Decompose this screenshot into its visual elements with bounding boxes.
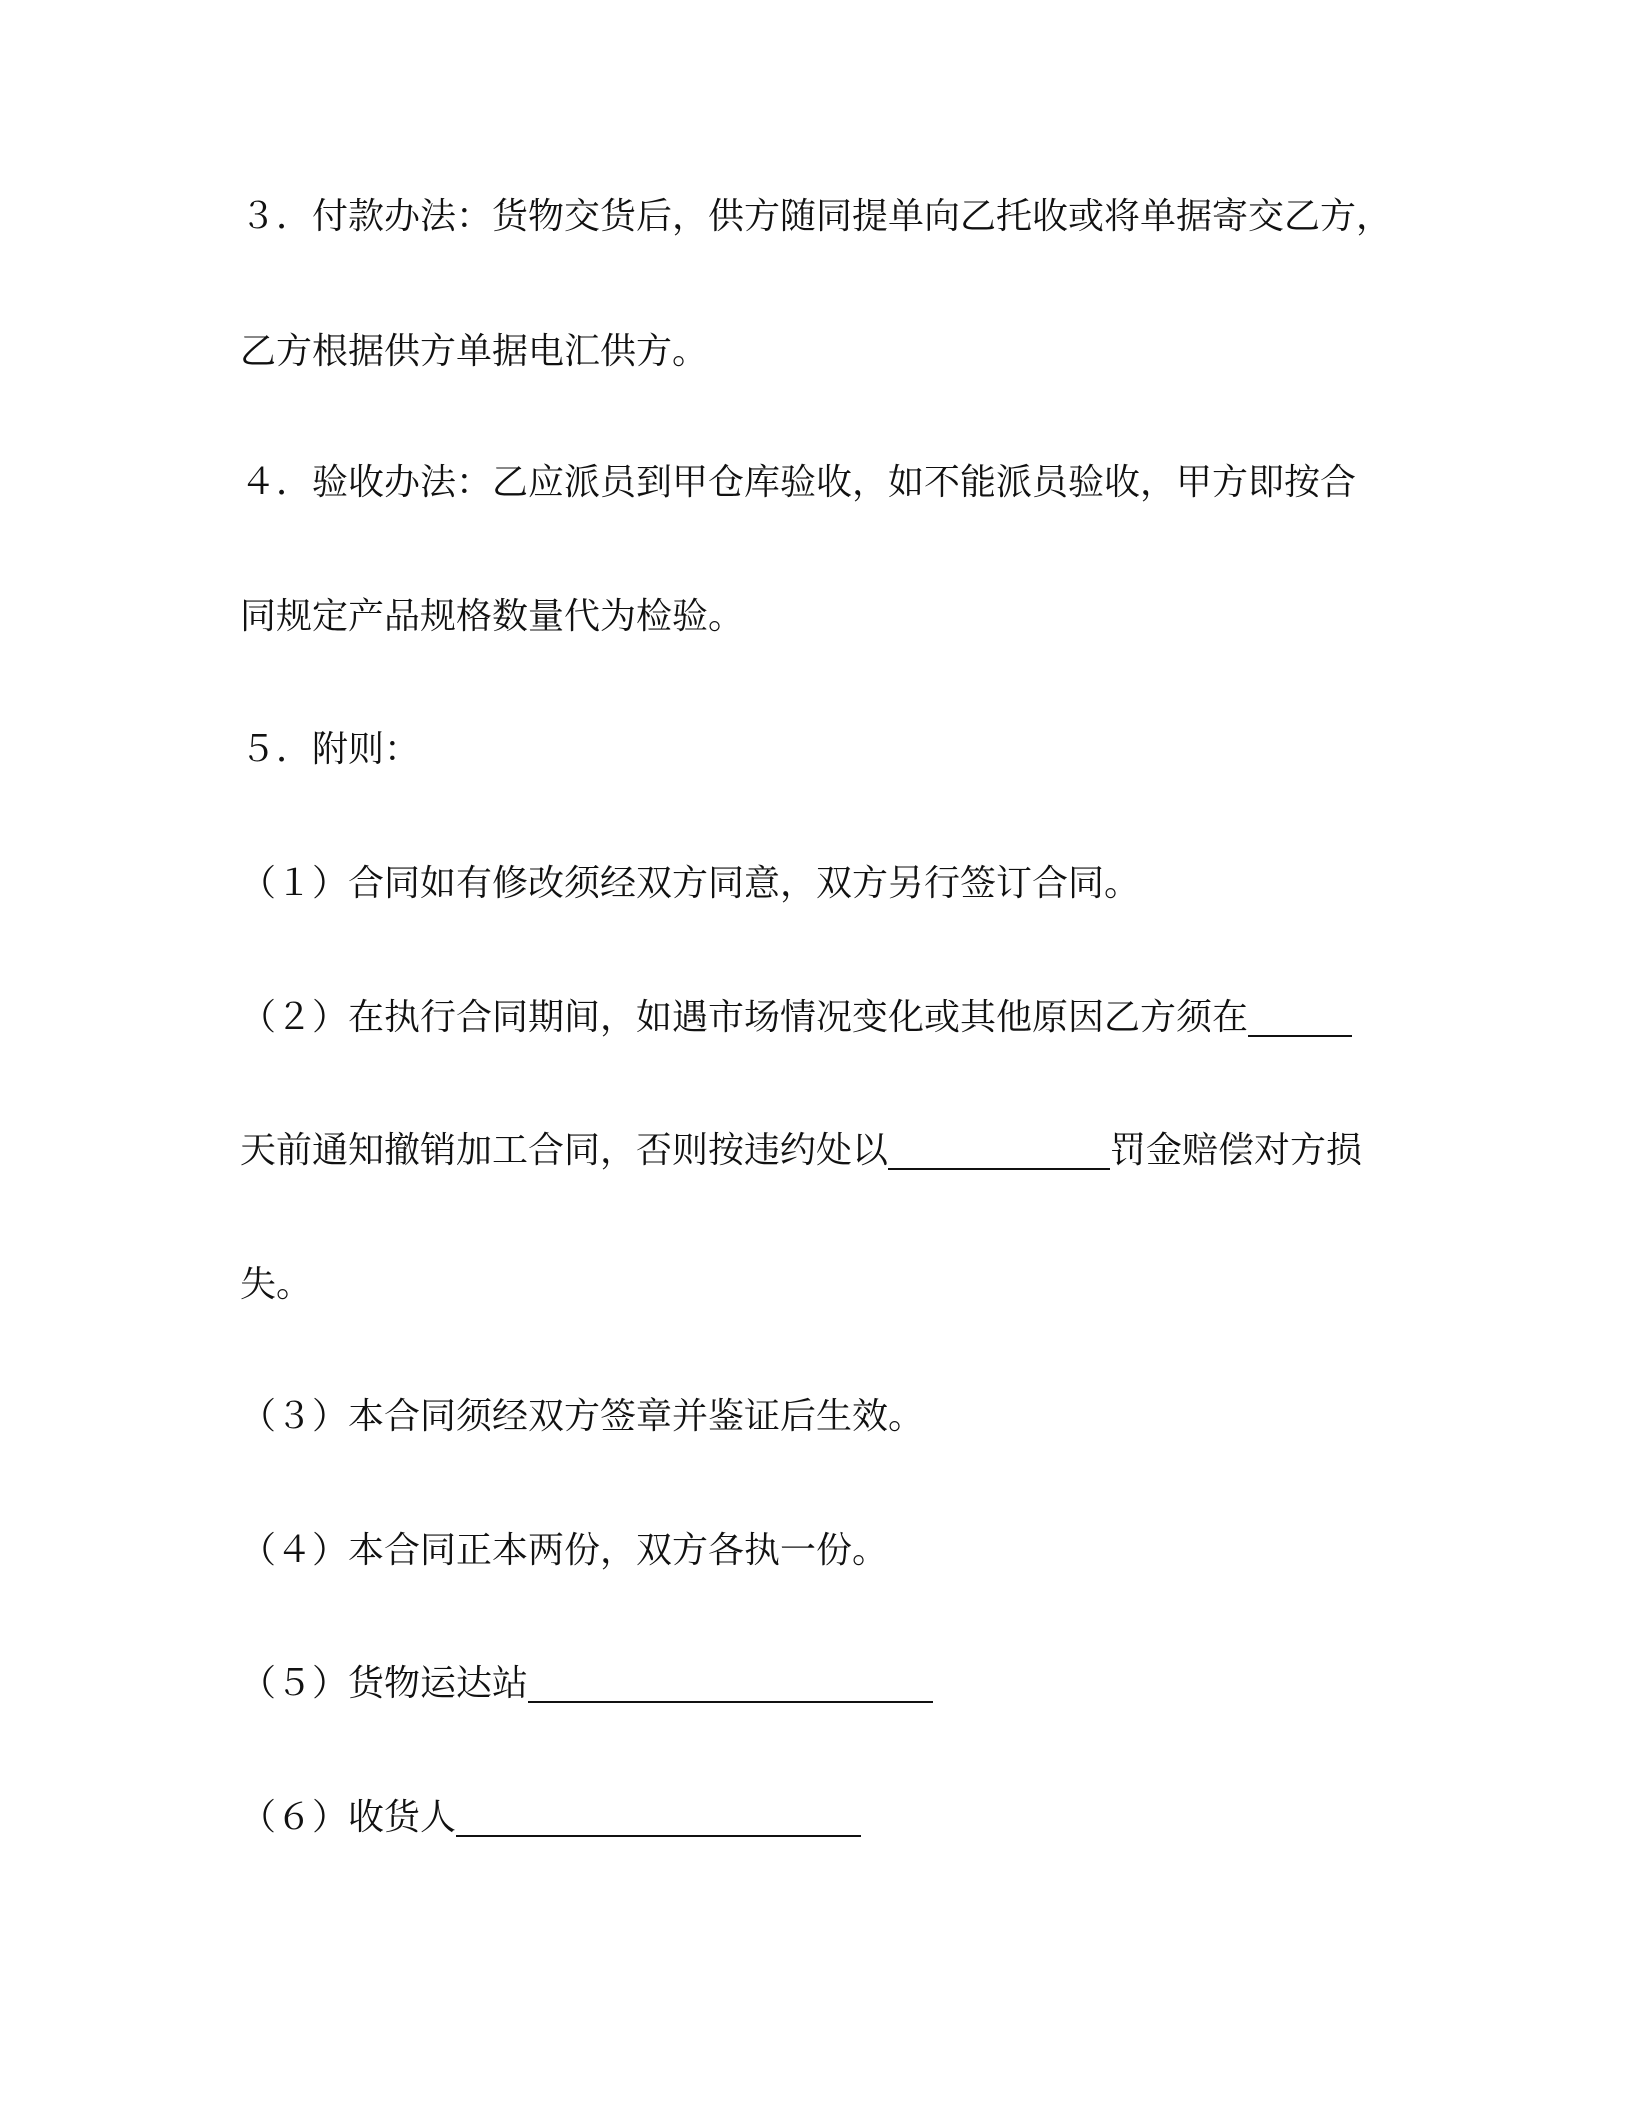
- clause-5-item-2-line-1: [240, 993, 1352, 1043]
- clause-4-text-1: ４．验收办法：乙应派员到甲仓库验收，如不能派员验收，甲方即按合: [240, 462, 1357, 503]
- clause-5-heading: [240, 725, 420, 775]
- clause-5-item-4-text: （４）本合同正本两份，双方各执一份。: [240, 1530, 889, 1571]
- clause-5-item-1: [240, 859, 1140, 909]
- clause-5-item-2-line-3: [240, 1260, 312, 1310]
- clause-5-item-6: [240, 1793, 861, 1843]
- clause-5-item-1-text: （１）合同如有修改须经双方同意，双方另行签订合同。: [240, 863, 1141, 904]
- clause-5-item-5-text: （５）货物运达站: [240, 1663, 529, 1704]
- penalty-blank-field[interactable]: [888, 1128, 1110, 1170]
- clause-5-item-3-text: （３）本合同须经双方签章并鉴证后生效。: [240, 1396, 925, 1437]
- destination-station-blank-field[interactable]: [528, 1661, 933, 1703]
- clause-4-text-2: 同规定产品规格数量代为检验。: [240, 596, 745, 637]
- clause-5-heading-text: ５．附则：: [240, 729, 421, 770]
- clause-5-item-3: [240, 1392, 924, 1442]
- clause-3-line-1: [240, 192, 1392, 242]
- clause-5-item-2-text-4: 失。: [240, 1264, 313, 1305]
- clause-5-item-2-text-1: （２）在执行合同期间，如遇市场情况变化或其他原因乙方须在: [240, 997, 1249, 1038]
- days-blank-field[interactable]: [1248, 995, 1352, 1037]
- clause-3-text-1: ３．付款办法：货物交货后，供方随同提单向乙托收或将单据寄交乙方，: [240, 196, 1393, 237]
- clause-5-item-5: [240, 1659, 933, 1709]
- clause-4-line-2: [240, 592, 744, 642]
- consignee-blank-field[interactable]: [456, 1795, 861, 1837]
- clause-5-item-2-line-2: [240, 1126, 1362, 1176]
- clause-5-item-4: [240, 1526, 888, 1576]
- clause-3-line-2: [240, 327, 708, 377]
- clause-5-item-2-text-2: 天前通知撤销加工合同，否则按违约处以: [240, 1130, 889, 1171]
- clause-5-item-2-text-3: 罚金赔偿对方损: [1110, 1130, 1363, 1171]
- clause-3-text-2: 乙方根据供方单据电汇供方。: [240, 331, 709, 372]
- clause-4-line-1: [240, 458, 1356, 508]
- clause-5-item-6-text: （６）收货人: [240, 1797, 457, 1838]
